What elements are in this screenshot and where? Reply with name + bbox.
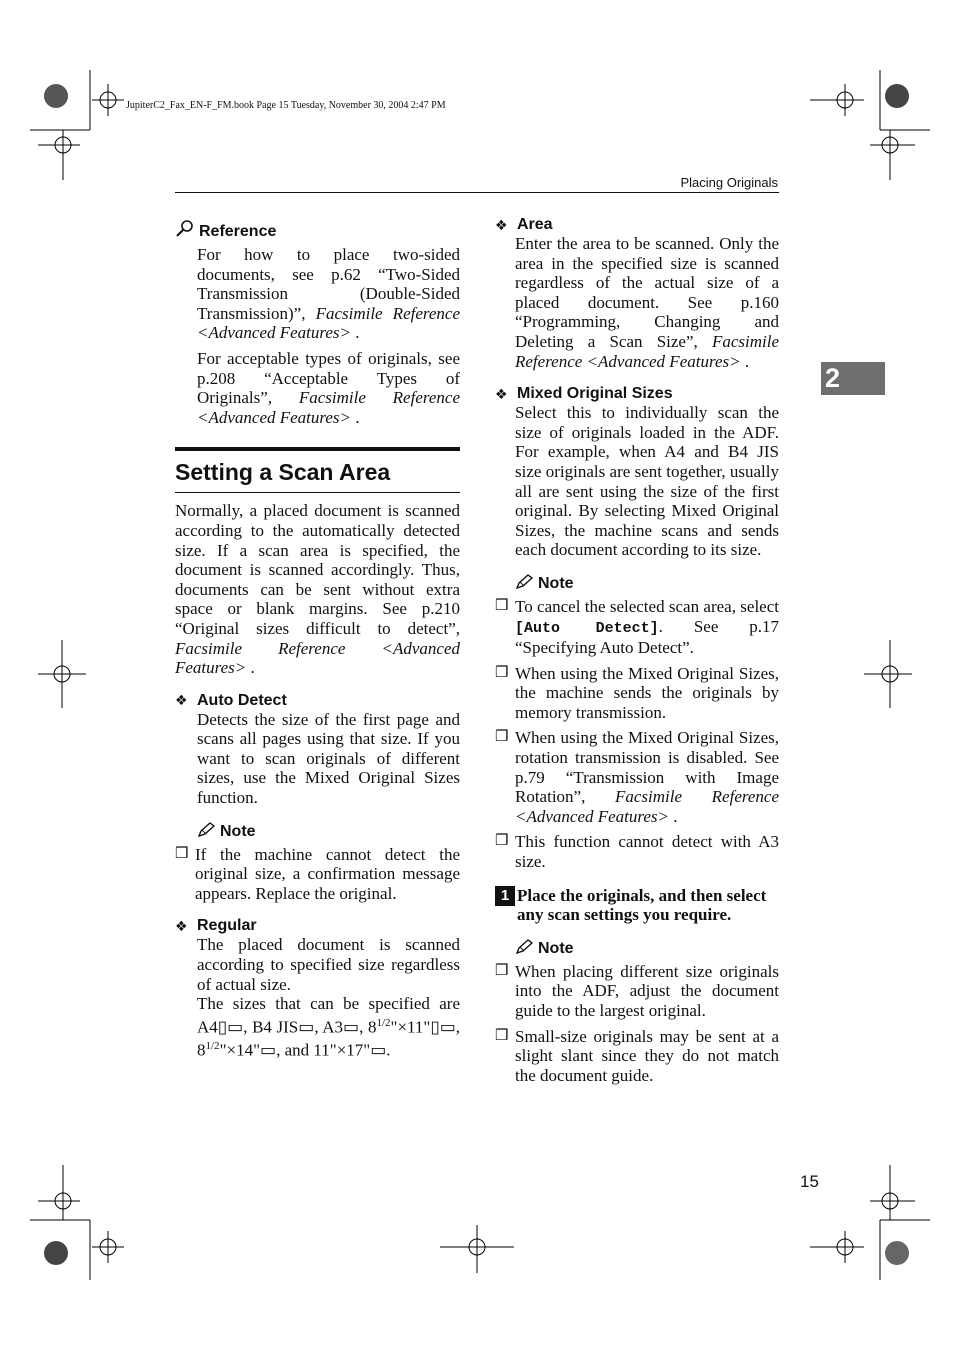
diamond-bullet-icon: ❖ (495, 216, 508, 233)
mixed-note-item-3 (495, 728, 779, 826)
reference-para-2-text: For acceptable types of originals, see p.208 “Acceptable Types of Originals”, (197, 348, 460, 408)
step-note-item-2 (495, 1027, 779, 1086)
area-body-end: . (740, 351, 750, 371)
reference-para-1 (197, 245, 460, 343)
checkbox-bullet-icon: ❒ (495, 729, 509, 746)
checkbox-bullet-icon: ❒ (495, 1027, 509, 1044)
mixed-note-4-text: This function cannot detect with A3 size. (515, 832, 779, 872)
size-ledger: 11"×17" (313, 1040, 371, 1060)
pencil-icon (515, 939, 533, 960)
mixed-note-1-a: To cancel the selected scan area, select (515, 596, 779, 616)
book-meta-line: JupiterC2_Fax_EN-F_FM.book Page 15 Tuesday, November 30, 2004 2:47 PM (126, 100, 446, 111)
mixed-note-label: Note (538, 575, 574, 593)
reference-para-2 (197, 349, 460, 427)
reference-para-2-citation: Facsimile Reference <Advanced Features> (197, 388, 460, 427)
step-number-badge: 1 (495, 886, 515, 906)
size-a3: A3 (322, 1017, 344, 1037)
mixed-note-3-citation: Facsimile Reference <Advanced Features> (515, 787, 779, 826)
crop-mark-bottom-right (800, 1165, 930, 1280)
regular-heading-label: Regular (197, 917, 257, 935)
and-word: and (284, 1040, 310, 1060)
regular-sizes: The sizes that can be specified are A4▯▭, B4 JIS▭, A3▭, $8^{1/2}"\times 11"▯▭$, $8^{1/2}"\times 14"▭$, and 11"×17"▭. (197, 994, 461, 1060)
mixed-note-1-text (515, 597, 779, 658)
checkbox-bullet-icon: ❒ (495, 664, 509, 681)
crop-mark-top-left (30, 70, 160, 185)
size-letter-frac: 1/2 (376, 1016, 391, 1029)
diamond-bullet-icon: ❖ (175, 917, 188, 934)
crop-mark-mid-left (30, 640, 90, 710)
right-column (495, 216, 779, 1085)
landscape-orientation-icon: ▭ (343, 1017, 360, 1037)
regular-sizes-intro: The sizes that can be specified are (197, 994, 460, 1014)
auto-detect-note-heading (197, 822, 460, 843)
step-note-1-text: When placing different size originals into the ADF, adjust the document guide to the largest original. (515, 961, 779, 1020)
left-column (175, 220, 460, 1060)
mixed-body: Select this to individually scan the size of originals loaded in the ADF. For example, when A4 and B4 JIS size originals are sent together, usually all are sent using the size of the first original. By selecting Mixed Original Sizes, the machine scans and sends each document according to its size. (515, 403, 779, 560)
portrait-orientation-icon: ▯ (217, 1017, 228, 1037)
auto-detect-heading-label: Auto Detect (197, 691, 287, 709)
size-a4: A4 (197, 1017, 218, 1037)
auto-detect-body: Detects the size of the first page and scans all pages using that size. If you want to scan originals of different sizes, use the Mixed Original Sizes function. (197, 709, 460, 808)
auto-detect-note-text: If the machine cannot detect the original size, a confirmation message appears. Replace the original. (195, 844, 460, 903)
pencil-icon (197, 822, 215, 843)
mixed-note-heading (515, 574, 779, 595)
section-intro-end: . (246, 658, 255, 678)
diamond-bullet-icon: ❖ (495, 385, 508, 402)
checkbox-bullet-icon: ❒ (495, 833, 509, 850)
auto-detect-note-item (175, 845, 460, 904)
reference-heading-label: Reference (199, 222, 277, 240)
reference-para-2-end: . (351, 407, 360, 427)
crop-mark-bottom-left (30, 1165, 160, 1280)
landscape-orientation-icon: ▭ (439, 1017, 456, 1037)
size-legal-frac: 1/2 (205, 1040, 220, 1053)
crop-mark-bottom-center (440, 1225, 515, 1275)
section-intro-text: Normally, a placed document is scanned according to the automatically detected size. If a scan area is specified, the document is scanned accordingly. Thus, documents can be sent without extra space or blank margins. See p.210 “Original sizes difficult to detect”, (175, 501, 460, 638)
area-body (515, 234, 779, 371)
area-heading-label: Area (517, 216, 553, 233)
checkbox-bullet-icon: ❒ (175, 845, 189, 862)
step-note-label: Note (538, 940, 574, 958)
mixed-note-2-text: When using the Mixed Original Sizes, the machine sends the originals by memory transmission. (515, 663, 779, 722)
mixed-note-item-1 (495, 597, 779, 658)
step-note-heading (515, 939, 779, 960)
page-number: 15 (800, 1172, 819, 1191)
regular-heading (175, 917, 460, 935)
reference-para-1-citation: Facsimile Reference <Advanced Features> (197, 303, 461, 343)
size-b4-jis: B4 JIS (252, 1017, 299, 1037)
regular-body (197, 935, 460, 1060)
area-body-citation: Facsimile Reference <Advanced Features> (515, 331, 779, 371)
header-rule (175, 192, 779, 193)
regular-body-text: The placed document is scanned according to specified size regardless of actual size. (197, 935, 460, 994)
mixed-note-3-text (515, 728, 779, 826)
reference-heading (175, 220, 460, 243)
reference-body (197, 245, 460, 427)
section-title: Setting a Scan Area (175, 447, 460, 493)
landscape-orientation-icon: ▭ (370, 1040, 387, 1060)
reference-para-1-text: For how to place two-sided documents, see p.62 “Two-Sided Transmission (Double-Sided Transmission)”, (197, 245, 460, 323)
diamond-bullet-icon: ❖ (175, 692, 188, 709)
magnifier-icon (175, 220, 195, 243)
chapter-tab: 2 (821, 362, 885, 395)
size-letter-rest: "×11" (390, 1017, 431, 1037)
step-note-item-1 (495, 962, 779, 1021)
size-legal-int: 8 (197, 1040, 206, 1060)
step-1 (495, 886, 779, 925)
area-body-text: Enter the area to be scanned. Only the area in the specified size is scanned regardless of the actual size of a placed document. See p.160 “Programming, Changing and Deleting a Scan Size”, (515, 234, 779, 351)
landscape-orientation-icon: ▭ (260, 1040, 277, 1060)
mixed-note-item-4 (495, 832, 779, 871)
section-intro-citation: Facsimile Reference <Advanced Features> (175, 638, 460, 678)
mixed-heading-label: Mixed Original Sizes (517, 385, 673, 403)
size-legal-rest: "×14" (219, 1040, 261, 1060)
crop-mark-top-right (800, 70, 930, 185)
landscape-orientation-icon: ▭ (298, 1017, 315, 1037)
auto-detect-key: [Auto Detect] (515, 619, 659, 637)
auto-detect-note-label: Note (220, 823, 256, 841)
size-letter-int: 8 (367, 1017, 377, 1037)
auto-detect-heading (175, 692, 460, 710)
mixed-note-3-a: When using the Mixed Original Sizes, rotation transmission is disabled. See p.79 “Transmission with Image Rotation”, (515, 728, 779, 807)
mixed-note-1-b: . See p.17 “Specifying Auto Detect”. (515, 616, 779, 658)
portrait-orientation-icon: ▯ (430, 1017, 440, 1037)
mixed-note-3-b: . (669, 806, 678, 826)
crop-mark-mid-right (860, 640, 920, 710)
mixed-note-item-2 (495, 664, 779, 723)
landscape-orientation-icon: ▭ (227, 1017, 244, 1037)
mixed-heading (495, 385, 779, 403)
pencil-icon (515, 574, 533, 595)
section-intro (175, 501, 460, 677)
area-heading (495, 216, 779, 234)
step-note-2-text: Small-size originals may be sent at a slight slant since they do not match the document guide. (515, 1026, 779, 1085)
running-header-title: Placing Originals (680, 175, 778, 190)
checkbox-bullet-icon: ❒ (495, 962, 509, 979)
step-1-text: Place the originals, and then select any scan settings you require. (517, 885, 767, 925)
checkbox-bullet-icon: ❒ (495, 597, 509, 614)
reference-para-1-end: . (351, 323, 360, 343)
